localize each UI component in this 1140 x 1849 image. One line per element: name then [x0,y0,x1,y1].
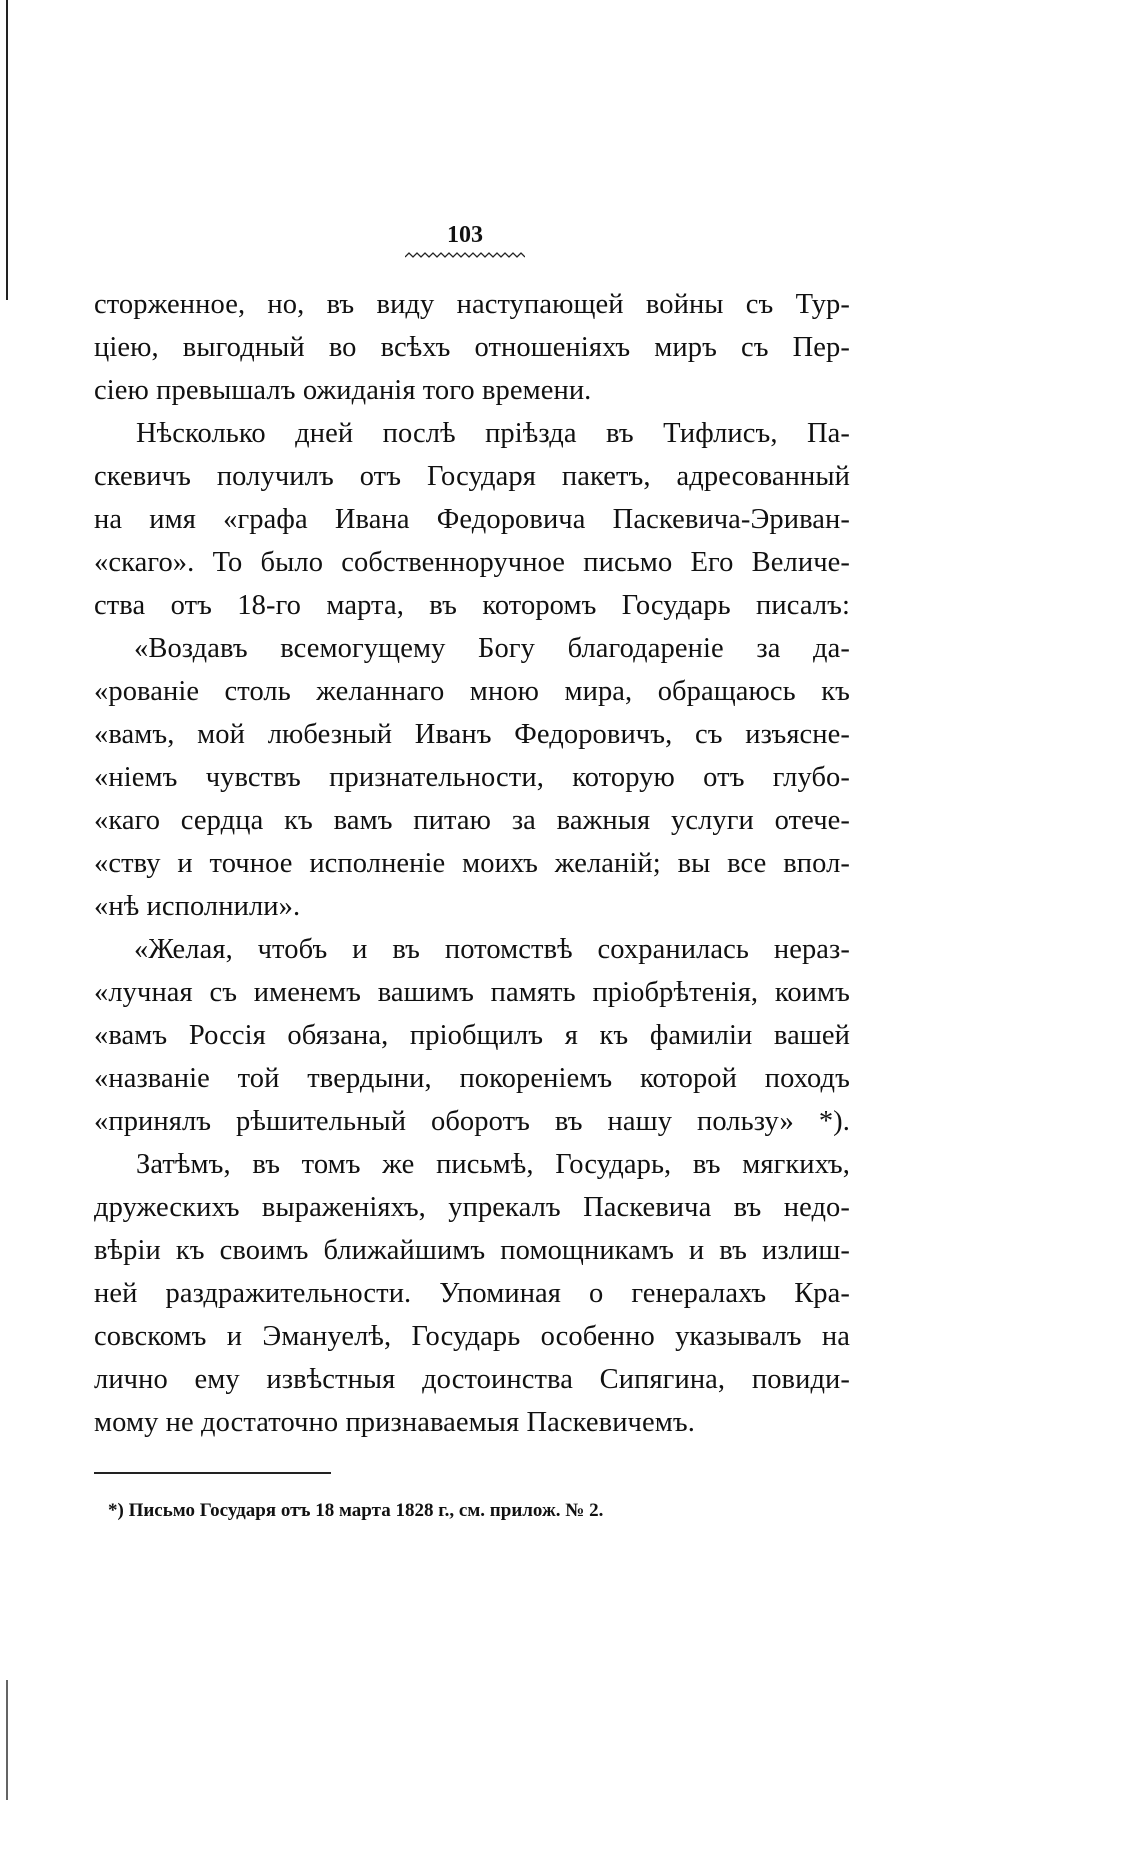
text-line: скевичъ получилъ отъ Государя пакетъ, адресованный [94,461,850,492]
text-line: цiею, выгодный во всѣхъ отношенiяхъ миръ съ Пер- [94,332,850,363]
text-line: ства отъ 18-го марта, въ которомъ Государь писалъ: [94,590,850,621]
text-line: «Воздавъ всемогущему Богу благодаренiе за да- [134,633,850,664]
page-number: 103 [447,222,483,248]
text-line: сiею превышалъ ожиданiя того времени. [94,375,592,406]
text-line: «нѣ исполнили». [94,891,301,922]
text-line: на имя «графа Ивана Федоровича Паскевича-Эриван- [94,504,850,535]
footnote-divider [94,1472,331,1474]
scan-edge-mark-bottom [6,1680,8,1800]
body-text [94,283,850,1444]
text-line: совскомъ и Эмануелѣ, Государь особенно указывалъ на [94,1321,850,1352]
text-line: дружескихъ выраженiяхъ, упрекалъ Паскевича въ недо- [94,1192,850,1223]
footnote: *) Письмо Государя отъ 18 марта 1828 г., см. прилож. № 2. [108,1500,604,1521]
text-line: «каго сердца къ вамъ питаю за важныя услуги отече- [94,805,850,836]
text-line: «вамъ Россiя обязана, прiобщилъ я къ фамилiи вашей [94,1020,850,1051]
text-line: мому не достаточно признаваемыя Паскевичемъ. [94,1407,695,1438]
text-line: Затѣмъ, въ томъ же письмѣ, Государь, въ мягкихъ, [136,1149,850,1180]
text-line: вѣрiи къ своимъ ближайшимъ помощникамъ и въ излиш- [94,1235,850,1266]
text-line: «скаго». То было собственноручное письмо Его Величе- [94,547,850,578]
page-number-ornament [405,251,525,259]
text-line: «рованiе столь желаннаго мною мира, обращаюсь къ [94,676,850,707]
text-line: лично ему извѣстныя достоинства Сипягина, повиди- [94,1364,850,1395]
text-line: «ству и точное исполненiе моихъ желанiй; вы все впол- [94,848,850,879]
scan-edge-mark-top [6,0,8,300]
text-line: Нѣсколько дней послѣ прiѣзда въ Тифлисъ, Па- [136,418,850,449]
text-line: сторженное, но, въ виду наступающей войны съ Тур- [94,289,850,320]
text-line: «названiе той твердыни, покоренiемъ которой походъ [94,1063,850,1094]
text-line: «Желая, чтобъ и въ потомствѣ сохранилась нераз- [134,934,850,965]
text-line: «нiемъ чувствъ признательности, которую отъ глубо- [94,762,850,793]
text-line: «принялъ рѣшительный оборотъ въ нашу пользу» *). [94,1106,850,1137]
text-line: ней раздражительности. Упоминая о генералахъ Кра- [94,1278,850,1309]
text-line: «лучная съ именемъ вашимъ память прiобрѣтенiя, коимъ [94,977,850,1008]
text-line: «вамъ, мой любезный Иванъ Федоровичъ, съ изъясне- [94,719,850,750]
